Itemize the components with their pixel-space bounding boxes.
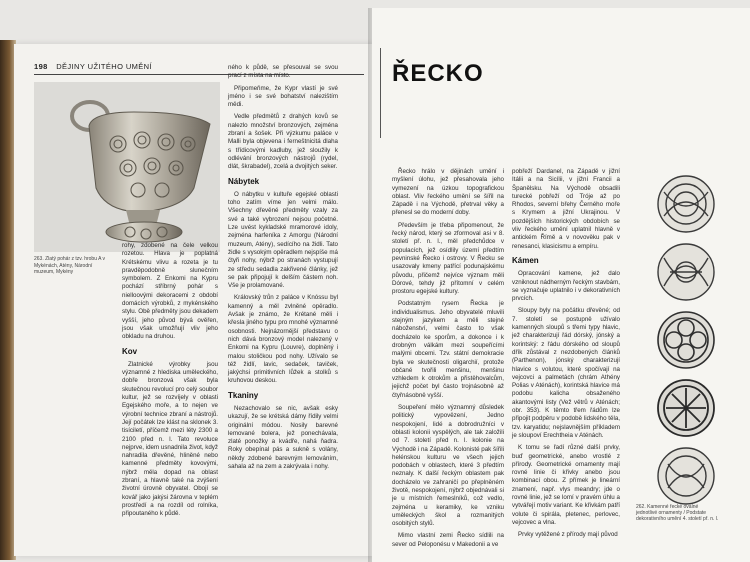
cross-knot-ornament-4	[658, 380, 714, 436]
paragraph: Vedle předmětů z drahých kovů se nalezlo množství bronzových, zejména zbraní a šošek. Při výzkumu paláce v Malli byla objevena i ferneštnicitá dlaha s třídicovými kadluby, jež sloužily k odlévání bronzových nástrojů (rydel, dlát, škrabadel), zcelá a dvojitých seker.	[228, 113, 338, 171]
running-head-title: DĚJINY UŽITÉHO UMĚNÍ	[56, 62, 152, 71]
section-heading-kov: Kov	[122, 346, 138, 356]
section-heading-tkaniny: Tkaniny	[228, 390, 259, 400]
paragraph: K tomu se řadí různé další prvky, buď geometrické, anebo vrostlé z přírody. Geometrické ornamenty mají rovné linie či křivky anebo jsou kombinací obou. Z přímek je lineární znamení, např. vlys meandry; jde o rovné linie, jež se lomí v pravém úhlu a vytvářejí motiv variant. Ke křivkám patří volute či spirála, pletenec, perlovec, vejcovec a vlna.	[512, 444, 620, 526]
right-column-2	[512, 168, 620, 543]
paragraph: O nábytku v kultuře egejské oblasti toho zatím víme jen velmi málo. Všechny dřevěné předměty vzaly za své a také vybrození nejsou početné. Lze uvést kykladské mramorové idoly, zejména harfeníka z Amorgu (Národní muzeum, Atény), sedícího na židli. Tato židle s vysokým opěradlem nejspíše má čtyři nohy, nýbrž po stranách vystupují ze středu sedadla zakřivené články, jež se pak připojují k delším částem noh. Vše je prolamované.	[228, 190, 338, 290]
paragraph: Mimo vlastní zemi Řecko sídlili na sever od Peloponésu v Makedonii a ve	[392, 532, 504, 548]
paragraph: Královský trůn z paláce v Knóssu byl kamenný a měl zvlněné opěradlo. Avšak je známo, že Krétané měli i křesla jiného typu pro mnohé významné osobnosti. Nejnázornější představu o nich dává bronzový model nalezený v Enkomi na Kypru (Louvre), doplněný i malou stoličkou pod nohy. Užívalo se též židlí, lavic, sedaček, taviček, jakýchsi primitivních lůžek a stolků s kruhovou deskou.	[228, 294, 338, 385]
paragraph: Prvky vytěžené z přírody mají původ	[518, 531, 618, 539]
section-heading-nabytek: Nábytek	[228, 176, 260, 186]
paragraph: ného k půdě, se přesouval se svou prací z místa na místo.	[228, 64, 338, 80]
right-column-1	[392, 168, 504, 553]
concentric-knot-ornament-1	[658, 176, 714, 232]
paragraph: Především je třeba připomenout, že řecký národ, který se zformoval asi v 8. století př. n. l., měl předchůdce v populacích, jež osídlily území předtím pevninské Řecko i ostrovy. V Řecku se usazovaly kmeny patřící podunajskému původu, přičemž nejvíce význam měli Dórové, tehdy již přítomní v celém prostoru egejské kultury.	[392, 221, 504, 296]
chapter-rule	[380, 48, 381, 138]
paragraph: rohy, zdobené na čele velkou rozetou. Hlava je poplatná Krétskému vlivu a rozeta je tu pravděpodobně slunečním symbolem. Z Enkomi na Kypru pochází stříbrný pohár s nielloovými dekoracemi z období domácích výrobků, z mykénského stylu. Obě předměty jsou dekadem vyšší, jeho původ bývá ověřen, jsou však umožňují vliv jeho obkladu na druhou.	[122, 242, 218, 341]
paragraph: Sloupy byly na počátku dřevěné; od 7. století se postupně užívalo kamenných sloupů s třemi typy hlavic, jež charakterizují řád dórský, jónský a korintský: z řádu dórského od sloupů dřík zůstával z nezdobených článků (Parthenon), jónský charakterizují hlavice s volutou, které spočívají na vejcovci a palmetách (chrám Athény Polias v Aténách), korintská hlavice má podobu kalicha obsaženého akantovými listy (Vež větrů v Aténách; obr. 353). K těmto třem řádům lze připojit podpěru v podobě lidského těla, tzv. karyatidu; nejslavnějším příkladem je sloupoví Erechtheia v Aténách.	[512, 307, 620, 439]
gold-cup-photo	[34, 82, 220, 252]
ornament-column	[634, 168, 744, 548]
paragraph: pobřeží Dardanel, na Západě v jižní Itálii a na Sicílii, v jižní Francii a Španělsku. Na Východě obsadili turecké pobřeží od Tróje až po Rhodos, severní břehy Černého moře s Krymem a jižní Ukrajinou. V pozdějších historických obdobích se vliv řeckého umění uplatnil hlavně v antickém Římě a v novověku pak v renesanci, klasicismu a empíru.	[512, 168, 620, 250]
page-number: 198	[34, 62, 48, 71]
left-column-2	[122, 242, 218, 523]
ornament-caption: 262. Kamenné řecké oválné jednotlivé ornamenty / Podstate dekorativního umění 4. století př. n. l.	[636, 504, 719, 522]
paragraph: Podstatným rysem Řecka je individualismus. Jeho obyvatelé mluvili stejným jazykem a měli stejné náboženství, velmi často to však docházelo ke sporům, a dokonce i k drobným válkám mezi soupeřícími malými obcemi. Tzv. státní demokracie byla ve skutečnosti oligarchií, protože občané tvořili menšinu, menšinu vzhledem k otrokům a přistěhovalcům, jejichž počet byl často trojnásobně až čtyřnásobně vyšší.	[392, 300, 504, 399]
chapter-title: ŘECKO	[392, 60, 484, 87]
paragraph: Soupeření mělo významný důsledek politický vypovězení, Jedno nespokojení, lidé a dobrodružníci v oblasti kolonii vyspělých, ale tak založili od 7. století před n. l. kolonie na Východě i na Západě. Kolonisté pak šířili helénskou kulturu ve všech jejich podobách v oblastech, které 3 předtím neznaly. K další řeckým oblastem pak docházelo ve zahraničí po přeplněném životě, nespokojení, nýbrž objednávali si je u místních řemeslníků, což vedlo, zejména u keramiky, ke vzniku uměleckých škol a rozmanitých osobitých stylů.	[392, 404, 504, 528]
paragraph: Opracování kamene, jež dalo vzniknout nádherným řeckým stavbám, se vyznačuje uplatnilo i v dekorativních prvcích.	[512, 270, 620, 303]
left-page	[14, 44, 372, 556]
rosette-ornament-3	[658, 312, 714, 368]
paragraph: Řecko hrálo v dějinách umění i myšlení úlohu, jež přesahovala jeho vymezení na úzkou topografickou oblast. Vliv řeckého umění se šířil na Západě i na Východě, přetrval věky a přenesl se do moderní doby.	[392, 168, 504, 217]
paragraph: Připomeňme, že Kypr vlastí je své jméno i se své bohatství nalezištím mědi.	[228, 84, 338, 109]
section-heading-kamen: Kámen	[512, 255, 539, 265]
photo-caption: 263. Zlatý pohár z tzv. hrobu A v Mykénách, Atény, Národní muzeum, Mykény	[34, 256, 106, 275]
interlace-ornament-2	[658, 244, 714, 300]
paragraph: Zlatnické výrobky jsou významné z hlediska uměleckého, dobře bronzová však byla skutečnou revolucí pro celý soubor kultur, jež se rozvíjely v oblasti Egejského moře, a to nejen ve výrobní technice zbraní a nástrojů. Její počátek lze klást na sklonek 3. tisíciletí, příčemž mezi léty 2300 a 2100 před n. l. Tato revoluce nejprve, idem usnadnila život, když nahradila dřevěné, hliněné nebo kamenné předměty kovovými, nýbrž měla dopad na oblast zbraní, a hlavně také na zvýšení životní úrovně obyvatel. Obojí se kovář jako jakýsi žárovna v teplém prostředí a na rozdíl od rolníka, připoutaného k půdě.	[122, 360, 218, 518]
running-head	[34, 62, 152, 71]
right-page	[372, 8, 750, 562]
left-column-3	[228, 64, 338, 475]
paragraph: Nezachovalo se nic, avšak esky ukazují, že se krétská dámy řídily velmi originální módou. Nosily barevné lemované bolera, jež ponechávala, zlaté ponožky a kvádře, nahá ňadra. Roky obepínal pás a sukně s volány, někdy zdobené barevným lemováním, sahala až na zem a zakrývala i nohy.	[228, 404, 338, 471]
knot-ornament-5	[658, 448, 714, 504]
